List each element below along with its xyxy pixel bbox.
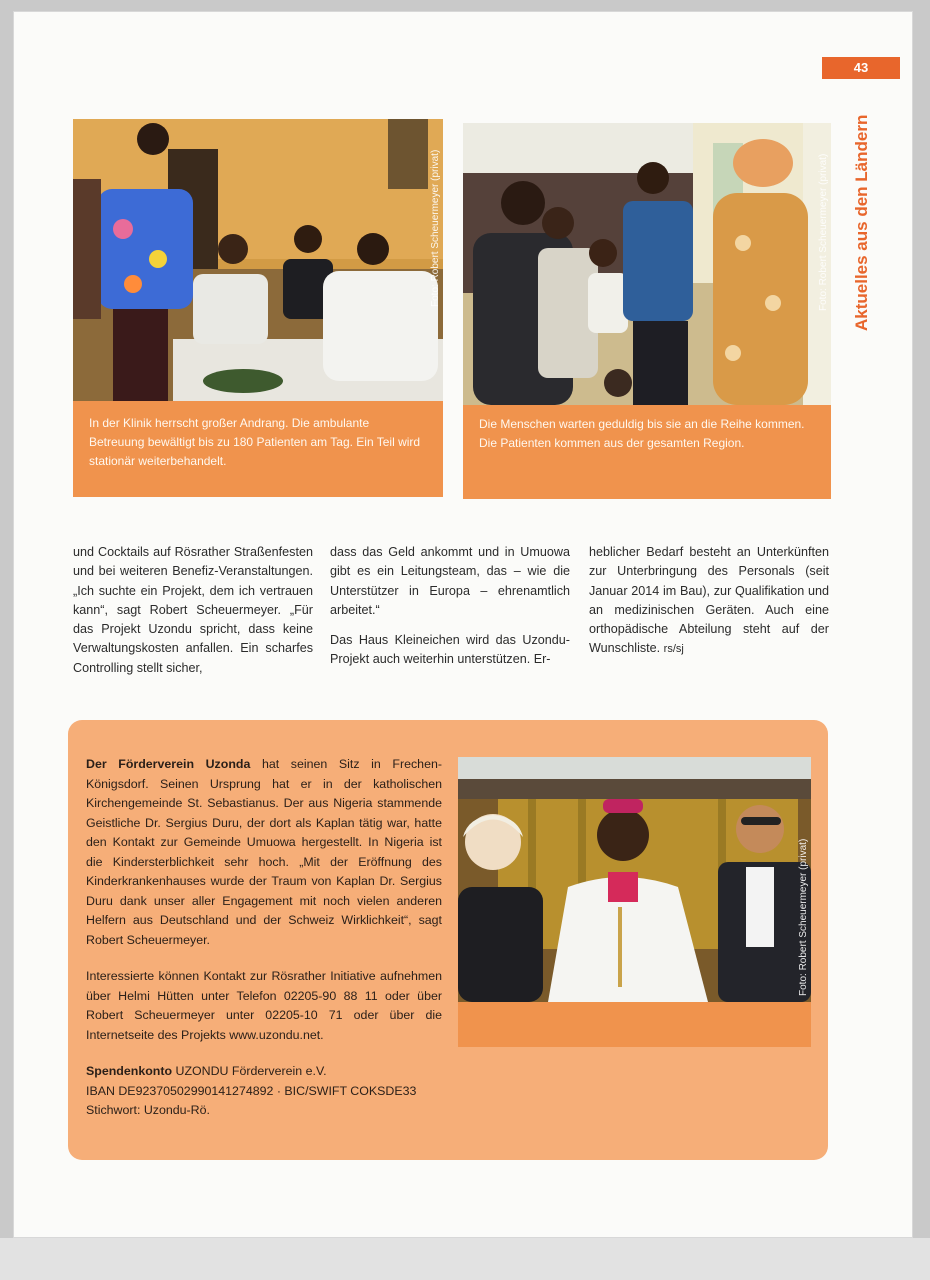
group-photo-illustration: [458, 757, 811, 1002]
info-paragraph: [86, 755, 442, 950]
section-title: Aktuelles aus den Ländern: [852, 114, 871, 331]
photo-caption: In der Klinik herrscht großer Andrang. Die ambulante Betreuung bewältigt bis zu 180 Patienten am Tag. Ein Teil wird stationär weiterbehandelt.: [89, 416, 421, 468]
waiting-photo-illustration: [463, 123, 831, 405]
info-box-text: [86, 755, 442, 1121]
donation-account: UZONDU Förderverein e.V.: [172, 1064, 327, 1078]
page-number: 43: [822, 57, 900, 79]
info-body: hat seinen Sitz in Frechen-Königsdorf. Seinen Ursprung hat er in der katholischen Kirchengemeinde St. Sebastianus. Der aus Nigeria stammende Geistliche Dr. Sergius Duru, der dort als Kaplan tätig war, hatte den Kontakt zur Gemeinde Umuowa hergestellt. In Nigeria ist die Kindersterblichkeit sehr hoch. „Mit der Eröffnung des Kinderkrankenhauses wurde der Traum von Kaplan Dr. Sergius Duru dank unser aller Engagement mit noch vielen anderen Helfern aus Deutschland und der Schweiz Wirklichkeit“, sagt Robert Scheuermeyer.: [86, 757, 442, 947]
donation-block: [86, 1062, 442, 1121]
article-paragraph: [589, 543, 829, 660]
photo-credit: Foto: Robert Scheuermeyer (privat): [798, 838, 809, 996]
iban-line: IBAN DE92370502990141274892 · BIC/SWIFT COKSDE33: [86, 1083, 417, 1098]
article-paragraph: dass das Geld ankommt und in Umuowa gibt es ein Leitungsteam, das – wie die Unterstützer in Europa – ehrenamtlich arbeitet.“: [330, 545, 570, 617]
author-initials: rs/sj: [663, 643, 684, 656]
contact-paragraph: Interessierte können Kontakt zur Rösrather Initiative aufnehmen über Helmi Hütten unter Telefon 02205-90 88 11 oder über Robert Scheuermeyer unter 02205-10 71 oder über die Internetseite des Projekts www.uzondu.net.: [86, 969, 442, 1042]
info-photo-card: [458, 757, 811, 1047]
article-paragraph: Das Haus Kleineichen wird das Uzondu-Projekt auch weiterhin unterstützen. Er-: [330, 633, 570, 667]
keyword-line: Stichwort: Uzondu-Rö.: [86, 1103, 210, 1117]
info-lead: Der Förderverein Uzonda: [86, 757, 251, 771]
photo-credit: Foto: Robert Scheuermeyer (privat): [430, 149, 441, 307]
clinic-photo-illustration: [73, 119, 443, 401]
waiting-photo: [463, 123, 831, 405]
article-column-2: [330, 543, 570, 670]
donation-label: Spendenkonto: [86, 1064, 173, 1078]
article-column-3: [589, 543, 829, 660]
info-box: [68, 720, 828, 1160]
group-photo: [458, 757, 811, 1002]
photo-credit: Foto: Robert Scheuermeyer (privat): [818, 153, 829, 311]
scan-edge: [0, 1238, 930, 1280]
article-column-1: [73, 543, 313, 678]
photo-caption: Die Menschen warten geduldig bis sie an die Reihe kommen. Die Patienten kommen aus der gesamten Region.: [479, 417, 805, 450]
article-text: heblicher Bedarf besteht an Unterkünften zur Unterbringung des Personals (seit Januar 2014 im Bau), zur Qualifikation und an medizinischen Geräten. Auch eine orthopädische Abteilung steht auf der Wunschliste.: [589, 545, 829, 656]
right-photo-card: [463, 123, 831, 499]
article-paragraph: und Cocktails auf Rösrather Straßenfesten und bei weiteren Benefiz-Veranstaltungen. „Ich suchte ein Projekt, dem ich vertrauen kann“, sagt Robert Scheuermeyer. „Für das Projekt Uzondu spricht, dass keine Verwaltungskosten anfallen. Ein scharfes Controlling stellt sicher,: [73, 545, 313, 675]
left-photo-card: [73, 119, 443, 497]
clinic-photo: [73, 119, 443, 401]
